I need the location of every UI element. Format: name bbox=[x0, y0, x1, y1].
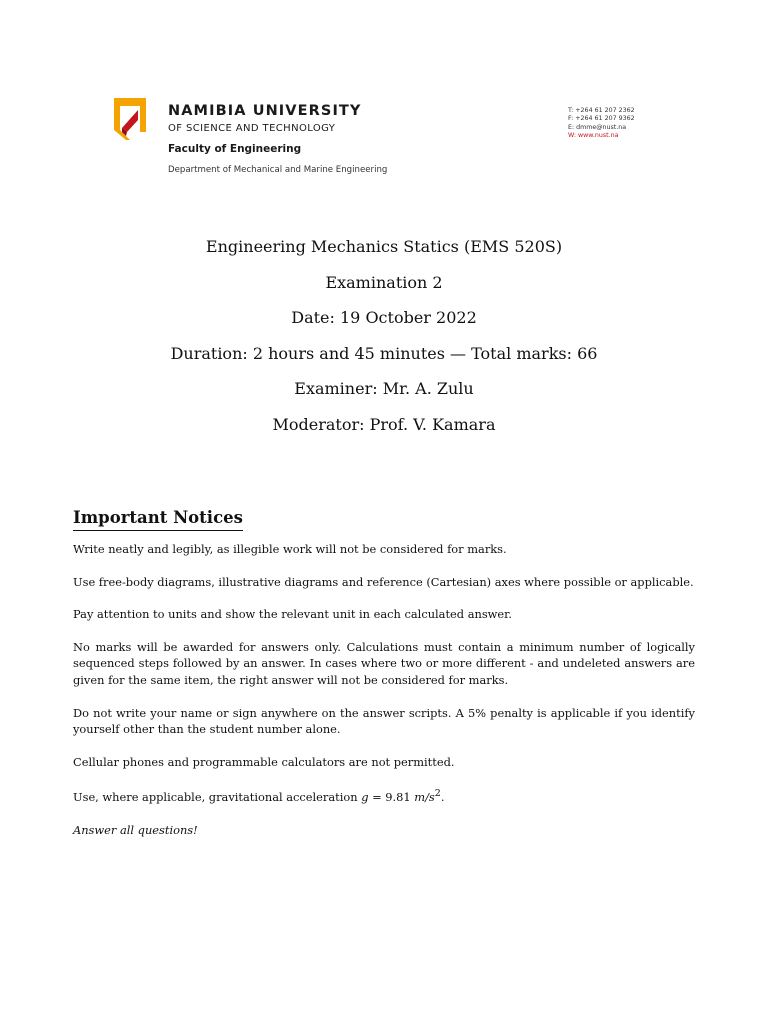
notice-item: Do not write your name or sign anywhere on the answer scripts. A 5% penalty is applicable if you identify yourself other than the student number alone. bbox=[73, 705, 695, 737]
important-notices bbox=[73, 507, 695, 854]
gravity-equals: = 9.81 bbox=[368, 790, 415, 805]
gravity-unit: m/s bbox=[414, 790, 435, 805]
notices-heading: Important Notices bbox=[73, 507, 243, 531]
contact-telephone: T: +264 61 207 2362 bbox=[568, 107, 635, 114]
university-name: NAMIBIA UNIVERSITY bbox=[168, 103, 362, 119]
gravity-prefix: Use, where applicable, gravitational acceleration bbox=[73, 790, 362, 805]
course-title: Engineering Mechanics Statics (EMS 520S) bbox=[205, 237, 563, 256]
examiner: Examiner: Mr. A. Zulu bbox=[294, 379, 474, 399]
notice-item: No marks will be awarded for answers only. Calculations must contain a minimum number of logically sequenced steps followed by an answer. In cases where two or more different - and undeleted answers are given for the same item, the right answer will not be considered for marks. bbox=[73, 639, 695, 687]
notice-gravity bbox=[73, 786, 695, 805]
closing-instruction: Answer all questions! bbox=[73, 822, 198, 837]
contact-web: W: www.nust.na bbox=[568, 132, 619, 140]
contact-fax: F: +264 61 207 9362 bbox=[568, 115, 635, 123]
notice-item: Cellular phones and programmable calculators are not permitted. bbox=[73, 754, 455, 769]
examination-number: Examination 2 bbox=[325, 272, 443, 292]
gravity-symbol: g bbox=[361, 790, 369, 805]
gravity-suffix: . bbox=[440, 790, 445, 805]
nust-shield-icon bbox=[114, 98, 146, 140]
gravity-exponent: 2 bbox=[434, 788, 441, 800]
exam-date: Date: 19 October 2022 bbox=[291, 308, 477, 328]
exam-title-block bbox=[0, 229, 768, 443]
contact-email: E: dmme@nust.na bbox=[568, 123, 627, 131]
university-subtitle: OF SCIENCE AND TECHNOLOGY bbox=[168, 123, 336, 134]
notice-item: Pay attention to units and show the relevant unit in each calculated answer. bbox=[73, 607, 512, 622]
notice-item: Use free-body diagrams, illustrative diagrams and reference (Cartesian) axes where possible or applicable. bbox=[73, 574, 694, 589]
department-name: Department of Mechanical and Marine Engineering bbox=[168, 165, 388, 175]
exam-duration-marks: Duration: 2 hours and 45 minutes — Total marks: 66 bbox=[170, 343, 598, 363]
notice-item: Write neatly and legibly, as illegible work will not be considered for marks. bbox=[73, 542, 507, 556]
faculty-name: Faculty of Engineering bbox=[168, 143, 302, 155]
moderator: Moderator: Prof. V. Kamara bbox=[272, 414, 496, 434]
contact-block bbox=[568, 107, 635, 141]
